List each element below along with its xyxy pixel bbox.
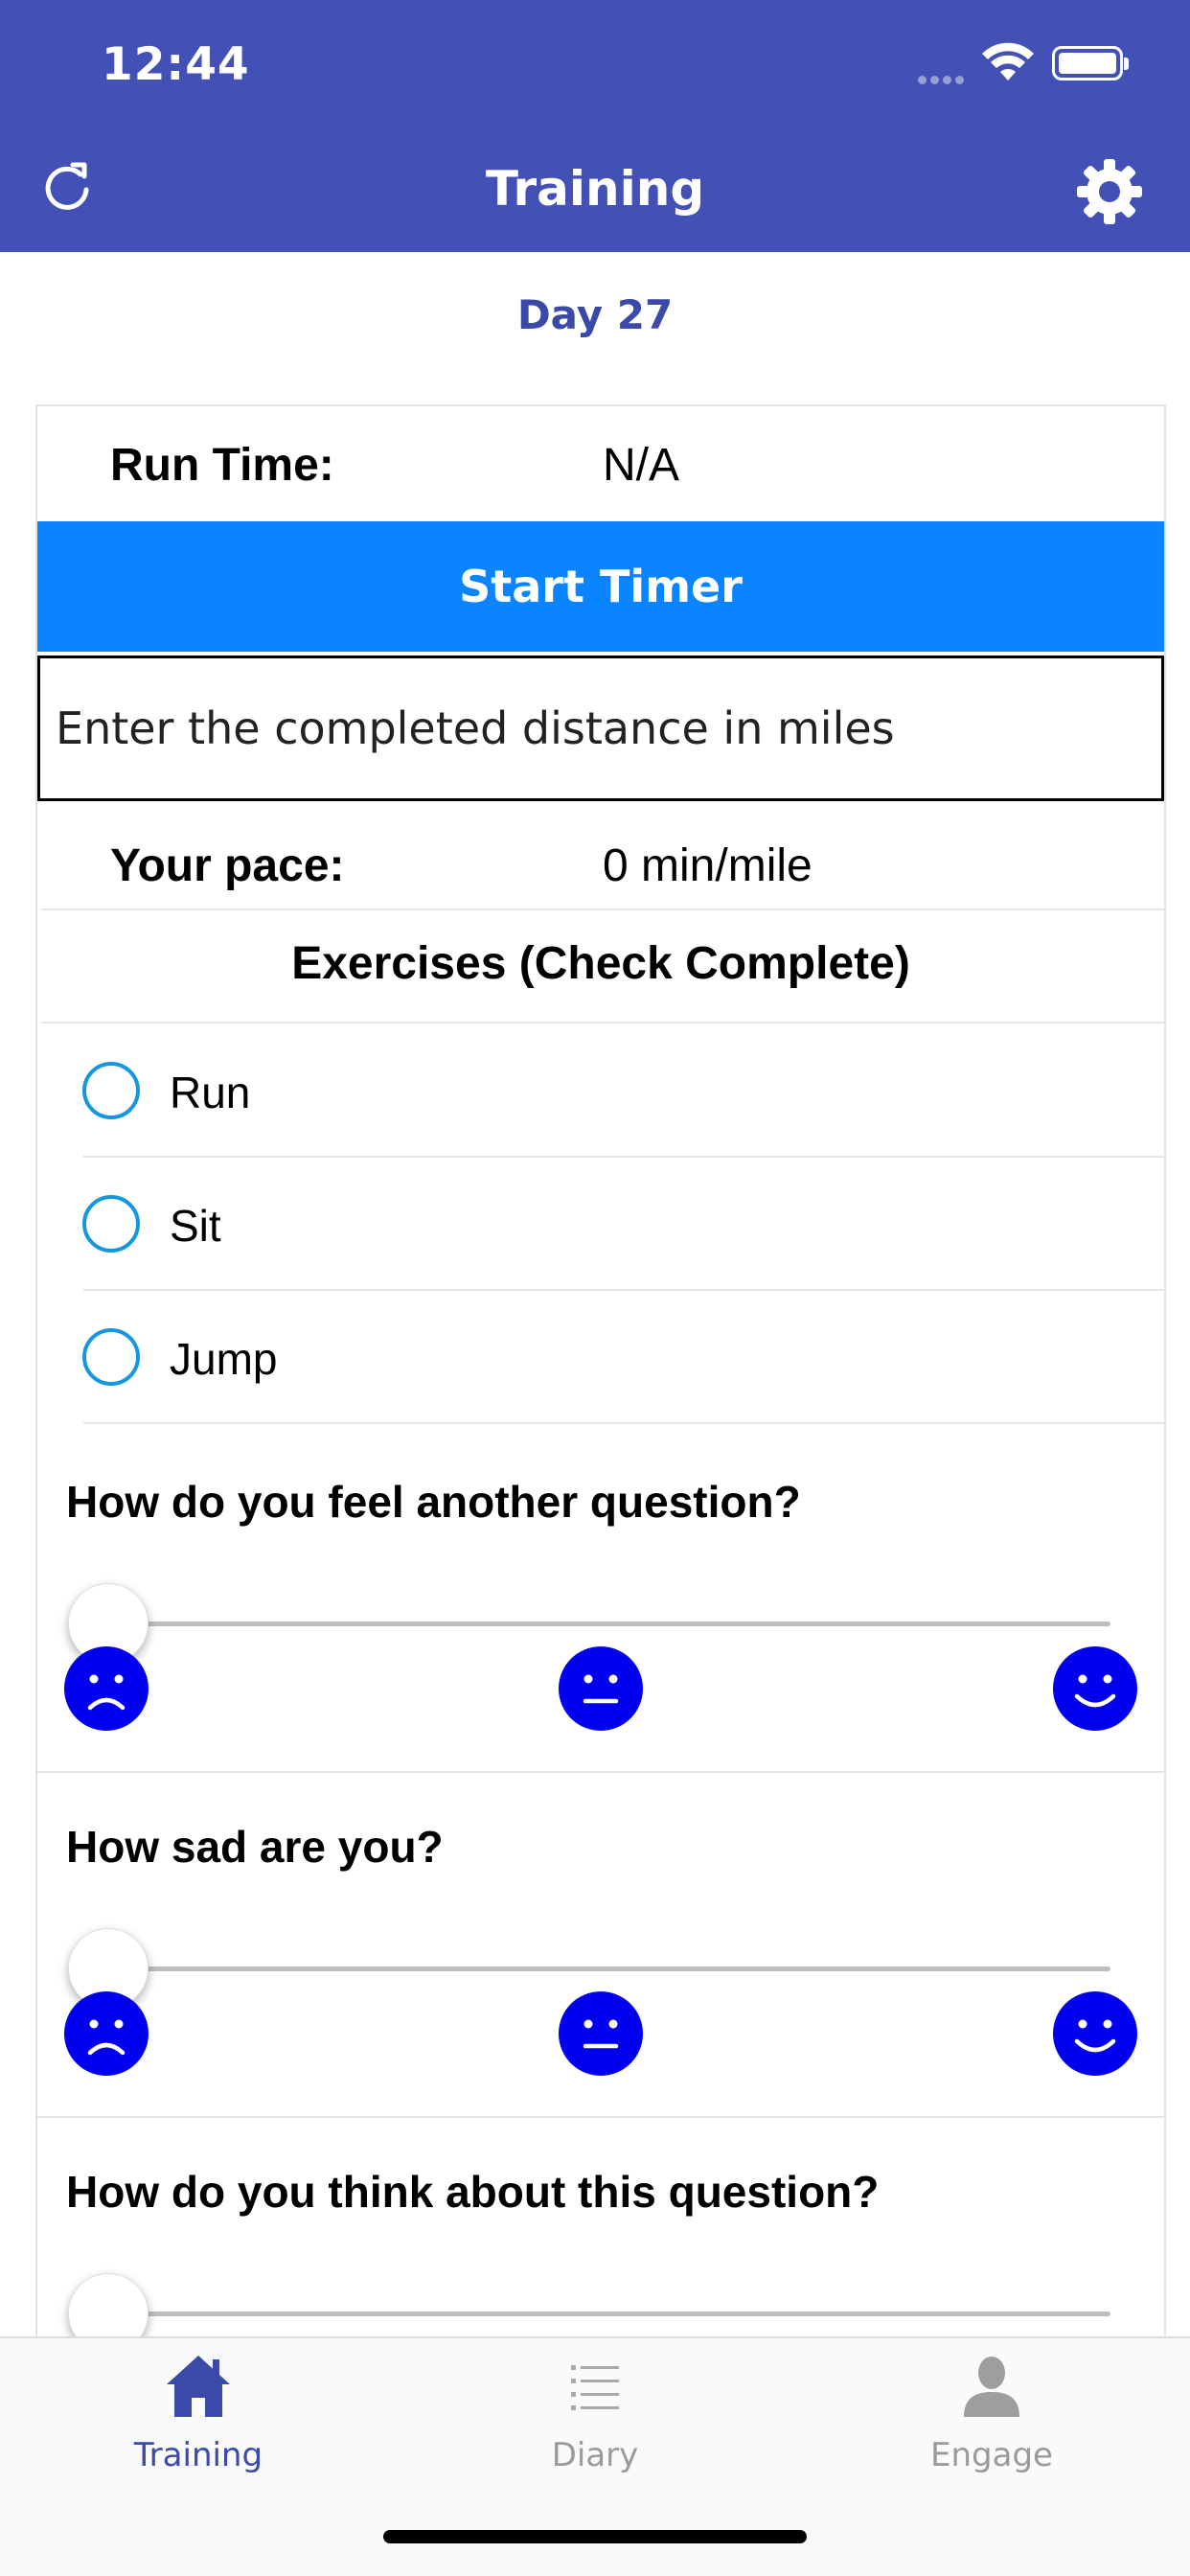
happy-face-icon (1053, 1991, 1137, 2076)
divider (41, 908, 1164, 910)
exercises-title: Exercises (Check Complete) (291, 938, 910, 989)
pace-row (37, 805, 1164, 918)
question-text: How do you feel another question? (66, 1477, 801, 1527)
exercise-checkbox[interactable] (82, 1195, 140, 1253)
exercise-label: Sit (170, 1201, 221, 1251)
happy-face-icon (1053, 1646, 1137, 1731)
mood-slider-thumb[interactable] (68, 2273, 149, 2340)
tab-diary[interactable] (397, 2338, 793, 2530)
run-time-value: N/A (603, 440, 680, 491)
tab-training[interactable] (0, 2338, 397, 2530)
exercise-label: Run (170, 1068, 251, 1117)
training-card (35, 404, 1166, 2340)
run-time-row (37, 406, 1164, 521)
mood-slider-track[interactable] (87, 1966, 1110, 1971)
exercise-label: Jump (170, 1334, 278, 1384)
battery-icon (1052, 46, 1123, 80)
mood-slider-track[interactable] (87, 1622, 1110, 1626)
person-icon (956, 2350, 1027, 2421)
question-text: How sad are you? (66, 1822, 444, 1872)
gear-icon[interactable] (1075, 157, 1144, 226)
tab-label: Diary (551, 2436, 639, 2474)
exercise-item-jump[interactable] (37, 1290, 1164, 1423)
question-block (37, 1424, 1164, 1771)
neutral-face-icon (559, 1991, 643, 2076)
exercise-item-run[interactable] (37, 1024, 1164, 1157)
start-timer-button[interactable]: Start Timer (37, 521, 1164, 652)
question-text: How do you think about this question? (66, 2167, 880, 2217)
run-time-label: Run Time: (110, 440, 334, 491)
home-icon (163, 2350, 234, 2421)
exercise-checkbox[interactable] (82, 1328, 140, 1386)
question-block (37, 2116, 1164, 2340)
home-indicator (383, 2530, 807, 2543)
neutral-face-icon (559, 1646, 643, 1731)
sad-face-icon (64, 1991, 149, 2076)
question-block (37, 1771, 1164, 2116)
cellular-signal-icon (918, 72, 968, 89)
list-icon (560, 2350, 630, 2421)
exercise-checkbox[interactable] (82, 1062, 140, 1119)
status-time: 12:44 (102, 38, 250, 91)
pace-value: 0 min/mile (603, 840, 812, 891)
exercise-item-sit[interactable] (37, 1157, 1164, 1290)
day-label: Day 27 (516, 291, 674, 338)
tab-label: Engage (930, 2436, 1053, 2474)
sad-face-icon (64, 1646, 149, 1731)
nav-header (0, 0, 1190, 252)
distance-input[interactable] (37, 656, 1164, 801)
tab-engage[interactable] (793, 2338, 1190, 2530)
page-title: Training (485, 161, 705, 217)
pace-label: Your pace: (110, 840, 345, 891)
tab-label: Training (133, 2436, 263, 2474)
mood-slider-track[interactable] (87, 2312, 1110, 2316)
wifi-icon (981, 42, 1035, 82)
